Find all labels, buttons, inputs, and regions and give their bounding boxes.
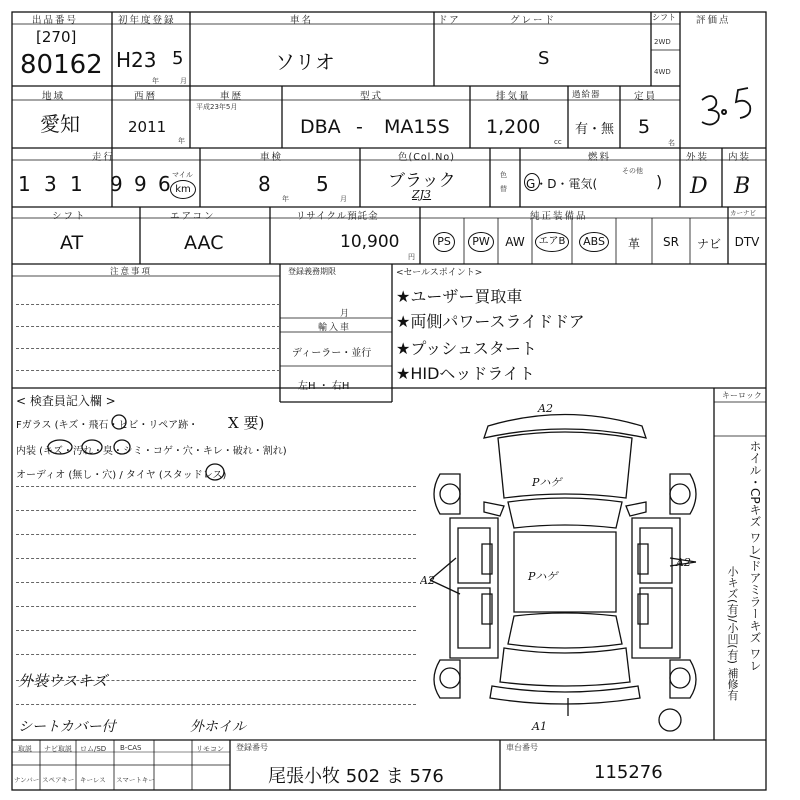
inspector-line <box>16 534 416 535</box>
chassis-header: 車歴 <box>220 91 244 102</box>
first-reg-year-unit: 年 <box>152 77 159 85</box>
inspector-line-interior: 内装 (キズ・汚れ・臭・シミ・コゲ・穴・キレ・破れ・割れ) <box>16 446 287 457</box>
equip-airbag-label: エアB <box>535 232 570 252</box>
sales-point: ★両側パワースライドドア <box>396 312 585 331</box>
seats-value: 5 <box>638 116 651 138</box>
hand-note-wheel: 外ホイル <box>190 719 246 735</box>
right-vertical-text: ホイル・CPキズ ワレ/ドアミラーキズ ワレ <box>748 440 762 672</box>
listing-number: 80162 <box>20 50 103 80</box>
equip-leather <box>616 235 652 252</box>
sales-point: ★HIDヘッドライト <box>396 364 535 383</box>
key-lock-header: キーロック <box>722 391 762 400</box>
drive-4wd: 4WD <box>654 68 671 76</box>
diagram-mark-right: A2 <box>676 556 691 569</box>
bottom-label-keyless: キーレス <box>80 776 106 784</box>
mileage-digit: 1 <box>18 172 31 196</box>
grade-value: S <box>538 48 550 69</box>
listing-code: [270] <box>36 28 77 46</box>
inspection-month-unit: 月 <box>340 195 347 203</box>
equip-dtv <box>728 235 766 249</box>
turbo-header: 過給器 <box>572 90 601 100</box>
fuel-header: 燃料 <box>588 152 612 163</box>
interior-header: 内装 <box>728 152 752 163</box>
hand-note-exterior: 外装ウスキズ <box>18 672 108 690</box>
displacement-value: 1,200 <box>486 116 541 138</box>
equip-abs <box>572 232 616 252</box>
score-header: 評価点 <box>696 15 731 26</box>
model-header: 型式 <box>360 91 384 102</box>
plate-value: 尾張小牧 502 ま 576 <box>268 766 444 787</box>
mileage-digits <box>18 172 178 196</box>
model-code: MA15S <box>384 116 450 138</box>
seats-unit: 名 <box>668 139 675 147</box>
mileage-km-text: km <box>175 184 191 195</box>
color-no: ZJ3 <box>412 188 432 201</box>
bottom-label-spare: スペアキー <box>42 776 75 784</box>
diagram-mark-hood: Pハゲ <box>532 476 562 489</box>
shift-value: AT <box>60 232 84 254</box>
equip-navi-label: ナビ <box>696 237 721 251</box>
inspection-header: 車検 <box>260 152 284 163</box>
sales-point: ★プッシュスタート <box>396 339 537 358</box>
model-year-unit: 年 <box>178 137 185 145</box>
sales-points-header: <セールスポイント> <box>396 268 483 278</box>
region-value: 愛知 <box>40 112 80 136</box>
fuel-close: ) <box>656 172 663 191</box>
color-header: 色(Col.No) <box>398 152 455 163</box>
glass-mark: X 要) <box>228 414 265 432</box>
sales-points-header-text: セールスポイント <box>403 268 475 278</box>
equip-leather-label: 革 <box>627 237 640 251</box>
car-navi-header: カーナビ <box>730 209 756 217</box>
shift-header: シフト <box>52 211 87 222</box>
first-reg-month-unit: 月 <box>180 77 187 85</box>
notes-line <box>16 326 280 327</box>
mileage-digit: 9 <box>110 172 123 196</box>
equip-abs-label: ABS <box>579 232 609 252</box>
bottom-label-rom: ロム/SD <box>80 745 107 753</box>
grade-header: グレード <box>510 15 557 26</box>
inspector-line <box>16 510 416 511</box>
seats-header: 定員 <box>634 91 658 102</box>
recycle-unit: 円 <box>408 253 415 261</box>
registration-valid-header: 登録義務期限 <box>288 267 336 276</box>
registration-month-unit: 月 <box>340 309 350 319</box>
bottom-label-navi-manual: ナビ取説 <box>44 745 72 753</box>
equip-airbag <box>532 232 572 252</box>
equip-sr-label: SR <box>663 235 679 249</box>
first-reg-era: H23 <box>116 48 157 72</box>
chassis-no-header: 車台番号 <box>506 743 538 752</box>
notes-line <box>16 304 280 305</box>
right-vertical-small: 小キズ(有)/小凹(有) 補修有 <box>726 566 739 701</box>
diagram-mark-left: A2 <box>420 574 435 587</box>
notes-line <box>16 348 280 349</box>
bottom-label-remote: リモコン <box>196 745 224 753</box>
aircon-value: AAC <box>184 232 224 254</box>
model-year: 2011 <box>128 118 167 136</box>
mileage-digit: 6 <box>158 172 171 196</box>
import-hand: 左H ・ 右H <box>298 381 350 392</box>
listing-no-header: 出品番号 <box>32 15 79 26</box>
import-header: 輸入車 <box>318 323 352 333</box>
import-dealer: ディーラー・並行 <box>292 348 372 359</box>
recycle-header: リサイクル預託金 <box>296 211 379 222</box>
chassis-note: 平成23年5月 <box>196 103 238 111</box>
first-reg-month: 5 <box>172 48 184 69</box>
notes-header: 注意事項 <box>110 267 153 277</box>
inspection-year: 8 <box>258 172 271 196</box>
color-side: 色替 <box>500 171 507 193</box>
inspector-line <box>16 704 416 705</box>
turbo-value: 有・無 <box>575 122 615 137</box>
plate-header: 登録番号 <box>236 743 268 752</box>
equip-ps <box>424 232 464 252</box>
diagram-mark-front: A2 <box>538 402 553 415</box>
bottom-label-manual: 取説 <box>18 745 32 753</box>
mileage-digit: 9 <box>134 172 147 196</box>
mileage-digit: 3 <box>44 172 57 196</box>
inspector-line <box>16 630 416 631</box>
aircon-header: エアコン <box>170 211 216 222</box>
diagram-mark-rear: A1 <box>532 720 547 733</box>
inspector-circles <box>0 410 300 490</box>
equip-ps-label: PS <box>433 232 455 252</box>
exterior-header: 外装 <box>686 152 710 163</box>
model-prefix: DBA <box>300 116 341 138</box>
equip-aw <box>498 235 532 249</box>
inspector-line <box>16 582 416 583</box>
mileage-header: 走行 <box>92 152 116 163</box>
fuel-value: G・D・電気( <box>526 177 598 191</box>
first-reg-header: 初年度登録 <box>118 15 176 26</box>
mileage-digit: 1 <box>70 172 83 196</box>
equip-pw-label: PW <box>468 232 494 252</box>
equip-sr <box>652 235 690 249</box>
bottom-label-bcas: B-CAS <box>120 744 142 752</box>
bottom-label-number: ナンバー <box>14 776 40 784</box>
car-damage-diagram <box>420 398 710 738</box>
displacement-header: 排気量 <box>496 91 531 102</box>
equip-navi <box>690 235 728 252</box>
displacement-unit: cc <box>554 138 562 146</box>
inspector-line <box>16 486 416 487</box>
equip-aw-label: AW <box>505 235 525 249</box>
equip-pw <box>464 232 498 252</box>
drive-2wd: 2WD <box>654 38 671 46</box>
inspector-line-audio: オーディオ (無し・穴) / タイヤ (スタッドレス) <box>16 470 227 481</box>
inspector-line-glass: Fガラス (キズ・飛石・ヒビ・リペア跡・ <box>16 420 199 431</box>
inspection-year-unit: 年 <box>282 195 289 203</box>
shift-small-header: シフト <box>652 13 676 22</box>
model-year-header: 西暦 <box>134 91 158 102</box>
car-name: ソリオ <box>275 50 335 74</box>
doors-header: ドア <box>438 15 461 26</box>
inspector-title: < 検査員記入欄 > <box>16 394 116 408</box>
model-dash: - <box>356 116 363 138</box>
car-name-header: 車名 <box>290 15 314 26</box>
interior-grade: B <box>734 174 751 199</box>
exterior-grade: D <box>690 174 708 199</box>
inspector-line <box>16 606 416 607</box>
equipment-header: 純正装備品 <box>530 211 588 222</box>
color-value: ブラック <box>388 171 456 191</box>
equip-dtv-label: DTV <box>734 235 760 249</box>
chassis-no-value: 115276 <box>594 762 663 783</box>
recycle-value: 10,900 <box>340 232 400 252</box>
diagram-mark-roof: Pハゲ <box>528 570 558 583</box>
fuel-g-circle <box>524 173 540 191</box>
fuel-other-label: その他 <box>622 167 643 175</box>
sales-point: ★ユーザー買取車 <box>396 287 523 306</box>
hand-note-seatcover: シートカバー付 <box>18 719 116 735</box>
mileage-unit-km <box>170 180 196 199</box>
notes-line <box>16 370 280 371</box>
inspector-line <box>16 558 416 559</box>
inspection-month: 5 <box>316 172 329 196</box>
score-handwritten <box>690 80 760 120</box>
mileage-unit-mile: マイル <box>172 171 193 179</box>
inspector-line <box>16 654 416 655</box>
bottom-label-smartkey: スマートキー <box>116 776 155 784</box>
region-header: 地域 <box>42 91 66 102</box>
